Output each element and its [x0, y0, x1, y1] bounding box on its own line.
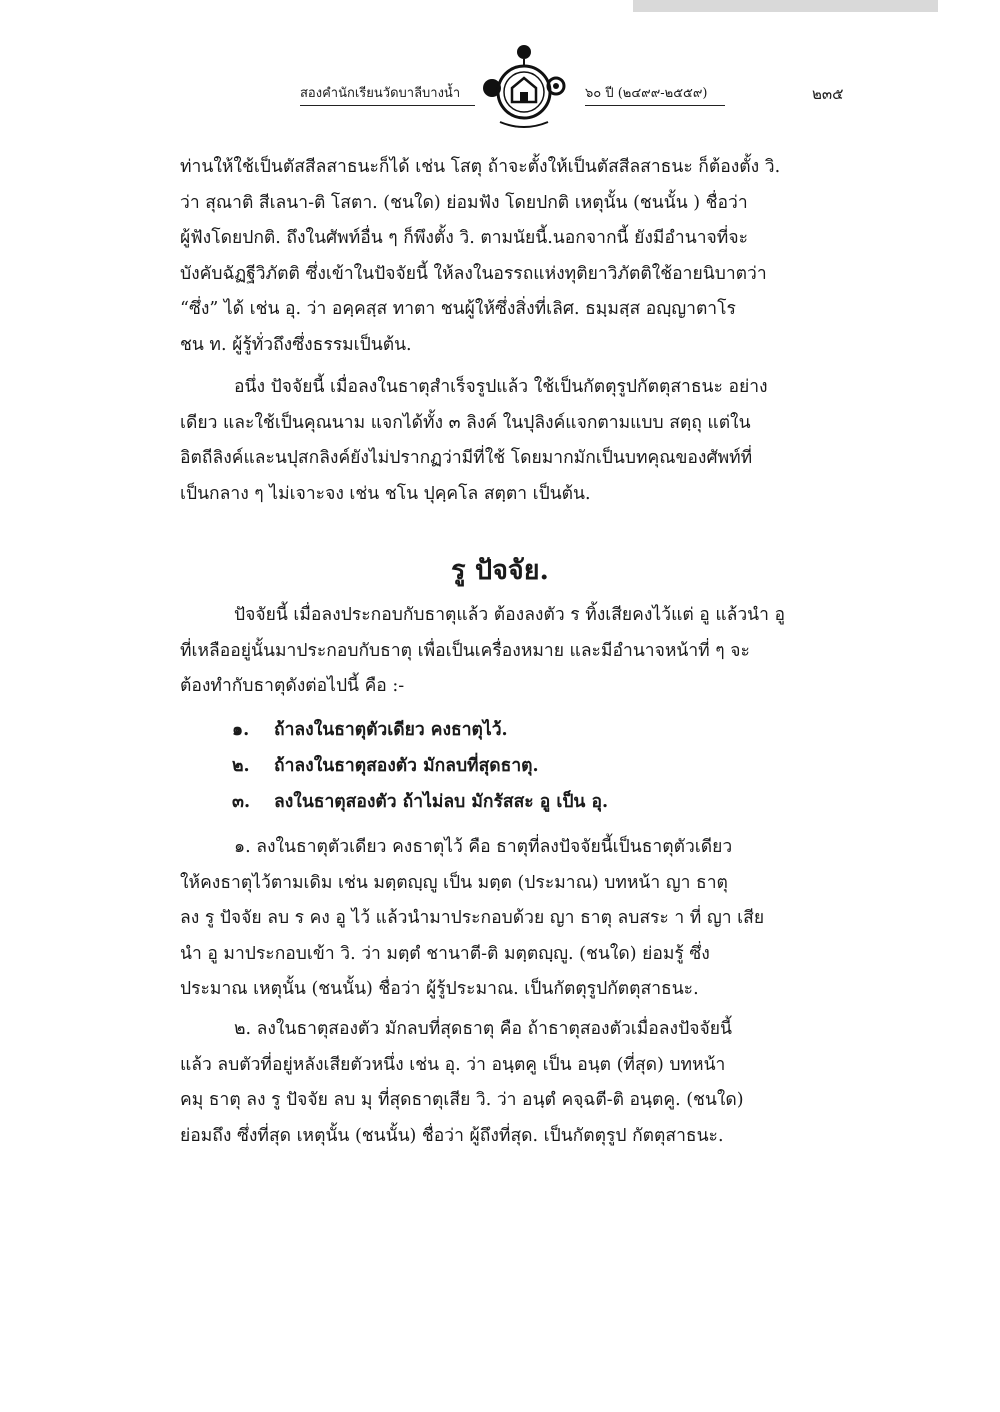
list-number: ๓. — [232, 792, 251, 812]
paragraph-intro — [180, 598, 860, 705]
text-line: ชน ท. ผู้รู้ทั่วถึงซึ่งธรรมเป็นต้น. — [180, 334, 412, 355]
page-header — [0, 40, 1000, 140]
paragraph-rule1 — [180, 830, 860, 1008]
text-line: เดียว และใช้เป็นคุณนาม แจกได้ทั้ง ๓ ลิงค์ ในปุลิงค์แจกตามแบบ สตฺถุ แต่ใน — [180, 412, 751, 433]
text-line: ๑. ลงในธาตุตัวเดียว คงธาตุไว้ คือ ธาตุที่ลงปัจจัยนี้เป็นธาตุตัวเดียว — [234, 837, 733, 857]
list-item — [232, 748, 832, 784]
section-heading: รู ปัจจัย. — [451, 555, 549, 586]
text-line: นำ อู มาประกอบเข้า วิ. ว่า มตฺตํ ชานาตี-ติ มตฺตญฺญู. (ชนใด) ย่อมรู้ ซึ่ง — [180, 943, 710, 964]
list-text: ถ้าลงในธาตุตัวเดียว คงธาตุไว้. — [274, 720, 508, 740]
text-line: อนึ่ง ปัจจัยนี้ เมื่อลงในธาตุสำเร็จรูปแล้ว ใช้เป็นกัตตุรูปกัตตุสาธนะ อย่าง — [234, 377, 768, 397]
list-item — [232, 712, 832, 748]
text-line: ให้คงธาตุไว้ตามเดิม เช่น มตฺตญฺญู เป็น มตฺต (ประมาณ) บทหน้า ญา ธาตุ — [180, 872, 728, 893]
text-line: “ซึ่ง” ได้ เช่น อุ. ว่า อคฺคสฺส ทาตา ชนผู้ให้ซึ่งสิ่งที่เลิศ. ธมฺมสฺส อญฺญาตาโร — [180, 299, 736, 319]
text-line: เป็นกลาง ๆ ไม่เจาะจง เช่น ชโน ปุคฺคโล สตฺตา เป็นต้น. — [180, 483, 591, 504]
text-line: ผู้ฟังโดยปกติ. ถึงในศัพท์อื่น ๆ ก็พึงตั้ง วิ. ตามนัยนี้.นอกจากนี้ ยังมีอำนาจที่จะ — [180, 228, 748, 248]
list-text: ลงในธาตุสองตัว ถ้าไม่ลบ มักรัสสะ อู เป็น อุ. — [274, 792, 609, 812]
header-title: สองคำนักเรียนวัดบาลีบางน้ำ — [300, 82, 475, 106]
text-line: ย่อมถึง ซึ่งที่สุด เหตุนั้น (ชนนั้น) ชื่อว่า ผู้ถึงที่สุด. เป็นกัตตุรูป กัตตุสาธนะ. — [180, 1125, 724, 1146]
text-line: แล้ว ลบตัวที่อยู่หลังเสียตัวหนึ่ง เช่น อุ. ว่า อนฺตคู เป็น อนฺต (ที่สุด) บทหน้า — [180, 1054, 726, 1075]
text-line: ลง รู ปัจจัย ลบ ร คง อู ไว้ แล้วนำมาประกอบด้วย ญา ธาตุ ลบสระ า ที่ ญา เสีย — [180, 908, 765, 928]
list-number: ๑. — [232, 720, 250, 740]
paragraph-second — [180, 370, 860, 512]
text-line: ปัจจัยนี้ เมื่อลงประกอบกับธาตุแล้ว ต้องลงตัว ร ทิ้งเสียคงไว้แต่ อู แล้วนำ อู — [234, 605, 786, 625]
header-years: ๖๐ ปี (๒๔๙๙-๒๕๕๙) — [585, 82, 725, 106]
text-line: อิตถีลิงค์และนปุสกลิงค์ยังไม่ปรากฏว่ามีที่ใช้ โดยมากมักเป็นบทคุณของศัพท์ที่ — [180, 448, 753, 468]
paragraph-top — [180, 150, 860, 363]
list-item — [232, 784, 832, 820]
text-line: คมุ ธาตุ ลง รู ปัจจัย ลบ มุ ที่สุดธาตุเสีย วิ. ว่า อนฺตํ คจฺฉตี-ติ อนฺตคู. (ชนใด) — [180, 1090, 744, 1110]
rules-list — [232, 712, 832, 820]
list-number: ๒. — [232, 756, 250, 776]
text-line: ท่านให้ใช้เป็นตัสสีลสาธนะก็ได้ เช่น โสตุ ถ้าจะตั้งให้เป็นตัสสีลสาธนะ ก็ต้องตั้ง วิ. — [180, 157, 781, 177]
list-text: ถ้าลงในธาตุสองตัว มักลบที่สุดธาตุ. — [274, 756, 539, 776]
text-line: บังคับฉัฏฐีวิภัตติ ซึ่งเข้าในปัจจัยนี้ ให้ลงในอรรถแห่งทุติยาวิภัตติใช้อายนิบาตว่า — [180, 263, 767, 284]
temple-emblem-icon — [478, 40, 570, 140]
scan-edge-strip — [633, 0, 938, 12]
text-line: ที่เหลืออยู่นั้นมาประกอบกับธาตุ เพื่อเป็นเครื่องหมาย และมีอำนาจหน้าที่ ๆ จะ — [180, 640, 750, 661]
text-line: ว่า สุณาติ สีเลนา-ติ โสตา. (ชนใด) ย่อมฟัง โดยปกติ เหตุนั้น (ชนนั้น ) ชื่อว่า — [180, 192, 748, 213]
page-number: ๒๓๕ — [812, 85, 844, 103]
paragraph-rule2 — [180, 1012, 860, 1154]
text-line: ๒. ลงในธาตุสองตัว มักลบที่สุดธาตุ คือ ถ้าธาตุสองตัวเมื่อลงปัจจัยนี้ — [234, 1019, 732, 1039]
text-line: ต้องทำกับธาตุดังต่อไปนี้ คือ :- — [180, 676, 405, 696]
text-line: ประมาณ เหตุนั้น (ชนนั้น) ชื่อว่า ผู้รู้ประมาณ. เป็นกัตตุรูปกัตตุสาธนะ. — [180, 979, 699, 999]
